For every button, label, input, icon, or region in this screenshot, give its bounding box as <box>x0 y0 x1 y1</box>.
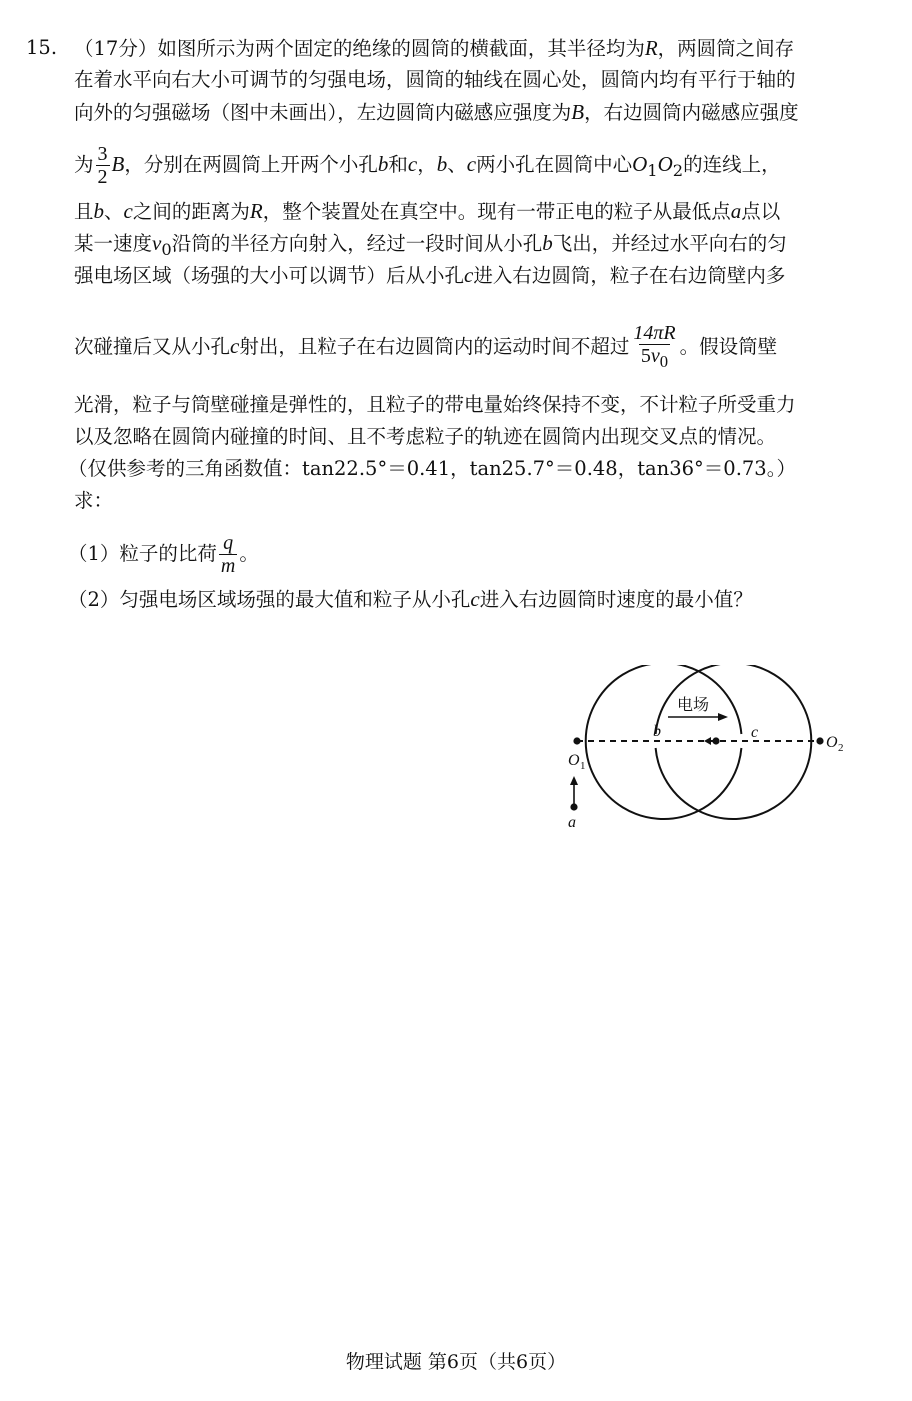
trig-hint <box>68 454 796 484</box>
var-O: O <box>657 152 673 176</box>
var-a: a <box>730 199 742 223</box>
text: 沿筒的半径方向射入，经过一段时间从小孔 <box>171 232 543 255</box>
numerator: q <box>223 532 234 554</box>
text: 和 <box>388 153 408 176</box>
center-O1-dot <box>573 737 580 744</box>
subscript: 2 <box>672 160 684 180</box>
text: 之间的距离为 <box>132 200 250 223</box>
text: ，两圆筒之间存 <box>657 37 795 60</box>
label-O1: O <box>568 752 580 769</box>
text: 两小孔在圆筒中心 <box>476 153 633 176</box>
var-c: c <box>464 263 474 287</box>
fraction-three-halves <box>96 143 110 188</box>
text: 为 <box>74 153 94 176</box>
text: 点以 <box>741 200 781 223</box>
text: ， <box>417 153 437 176</box>
velocity-arrow-head-icon <box>570 776 578 785</box>
text: 向外的匀强磁场（图中未画出），左边圆筒内磁感应强度为 <box>74 101 572 124</box>
text: 光滑，粒子与筒壁碰撞是弹性的，且粒子的带电量始终保持不变，不计粒子所受重力 <box>74 393 796 416</box>
text: 。假设筒壁 <box>679 335 778 358</box>
denominator: 2 <box>97 166 108 188</box>
text-line-8 <box>74 322 777 373</box>
text-line-10 <box>74 422 776 452</box>
text-line-4 <box>74 143 781 188</box>
text: ，右边圆筒内磁感应强度 <box>584 101 799 124</box>
text-line-3 <box>74 97 799 128</box>
numerator: 3 <box>97 143 108 165</box>
text: 在着水平向右大小可调节的匀强电场，圆筒的轴线在圆心处，圆筒内均有平行于轴的 <box>74 68 796 91</box>
score: （17分） <box>74 37 158 60</box>
var-c: c <box>466 152 477 176</box>
text: 。 <box>239 542 259 565</box>
var-c: c <box>470 587 480 611</box>
text: （仅供参考的三角函数值：tan22.5°＝0.41，tan25.7°＝0.48，tan36°＝0.73。） <box>68 457 796 480</box>
text-line-5 <box>74 196 780 227</box>
var-R: R <box>644 36 658 60</box>
text: 求： <box>74 489 114 512</box>
ask-label <box>74 486 113 516</box>
text: （2）匀强电场区域场强的最大值和粒子从小孔 <box>68 588 471 611</box>
sub-question-2 <box>68 584 753 615</box>
text: 进入右边圆筒时速度的最小值？ <box>479 588 753 611</box>
label-O1-sub: 1 <box>580 760 586 772</box>
text: 强电场区域（场强的大小可以调节）后从小孔 <box>74 264 465 287</box>
text: 次碰撞后又从小孔 <box>74 335 231 358</box>
var-c: c <box>230 334 240 358</box>
text: ，分别在两圆筒上开两个小孔 <box>124 153 378 176</box>
center-O2-dot <box>816 737 823 744</box>
text: ，整个装置处在真空中。现有一带正电的粒子从最低点 <box>262 200 731 223</box>
text: （1）粒子的比荷 <box>68 542 217 565</box>
numerator-text: 14πR <box>633 322 676 344</box>
numerator <box>631 322 677 344</box>
text-line-9 <box>74 390 796 420</box>
question-number: 15. <box>26 36 58 59</box>
text: 以及忽略在圆筒内碰撞的时间、且不考虑粒子的轨迹在圆筒内出现交叉点的情况。 <box>74 425 777 448</box>
text: 射出，且粒子在右边圆筒内的运动时间不超过 <box>239 335 630 358</box>
label-O2-sub: 2 <box>838 742 844 754</box>
field-label: 电场 <box>677 695 710 714</box>
var-v: v <box>650 345 660 367</box>
var-B: B <box>571 100 585 124</box>
denominator <box>639 344 670 373</box>
denominator: m <box>220 555 236 577</box>
text-line-1 <box>74 33 794 64</box>
field-arrow-head-icon <box>718 713 728 721</box>
subscript: 0 <box>659 352 669 371</box>
text: 进入右边圆筒，粒子在右边筒壁内多 <box>473 264 786 287</box>
text: 某一速度 <box>74 232 153 255</box>
var-B: B <box>111 152 125 176</box>
text: 如图所示为两个固定的绝缘的圆筒的横截面，其半径均为 <box>157 37 645 60</box>
subscript: 1 <box>647 160 658 180</box>
var-R: R <box>249 199 263 223</box>
denominator-text: 5 <box>640 345 651 367</box>
text-line-7 <box>74 260 785 291</box>
sub-question-1 <box>68 532 259 577</box>
text: 飞出，并经过水平向右的匀 <box>552 232 787 255</box>
var-b: b <box>93 199 105 223</box>
text: 、 <box>447 153 467 176</box>
arrow-head-icon <box>704 737 711 745</box>
page-footer: 物理试题 第6页（共6页） <box>345 1351 567 1373</box>
fraction-time-limit <box>631 322 677 373</box>
fraction-q-over-m <box>219 532 237 577</box>
label-O2: O <box>826 734 838 751</box>
var-v: v <box>152 231 162 255</box>
text: 的连线上， <box>683 153 781 176</box>
var-O: O <box>632 152 648 176</box>
text: 且 <box>74 200 94 223</box>
label-a: a <box>568 814 576 831</box>
label-c: c <box>751 724 759 741</box>
label-b: b <box>653 723 661 740</box>
var-c: c <box>407 152 418 176</box>
var-b: b <box>377 152 389 176</box>
var-c: c <box>123 199 133 223</box>
cylinders-figure <box>490 665 900 840</box>
particle-dot <box>712 737 719 744</box>
text: 、 <box>104 200 124 223</box>
subscript: 0 <box>161 239 172 259</box>
text-line-2 <box>74 65 796 95</box>
var-b: b <box>542 231 553 255</box>
var-b: b <box>436 152 448 176</box>
